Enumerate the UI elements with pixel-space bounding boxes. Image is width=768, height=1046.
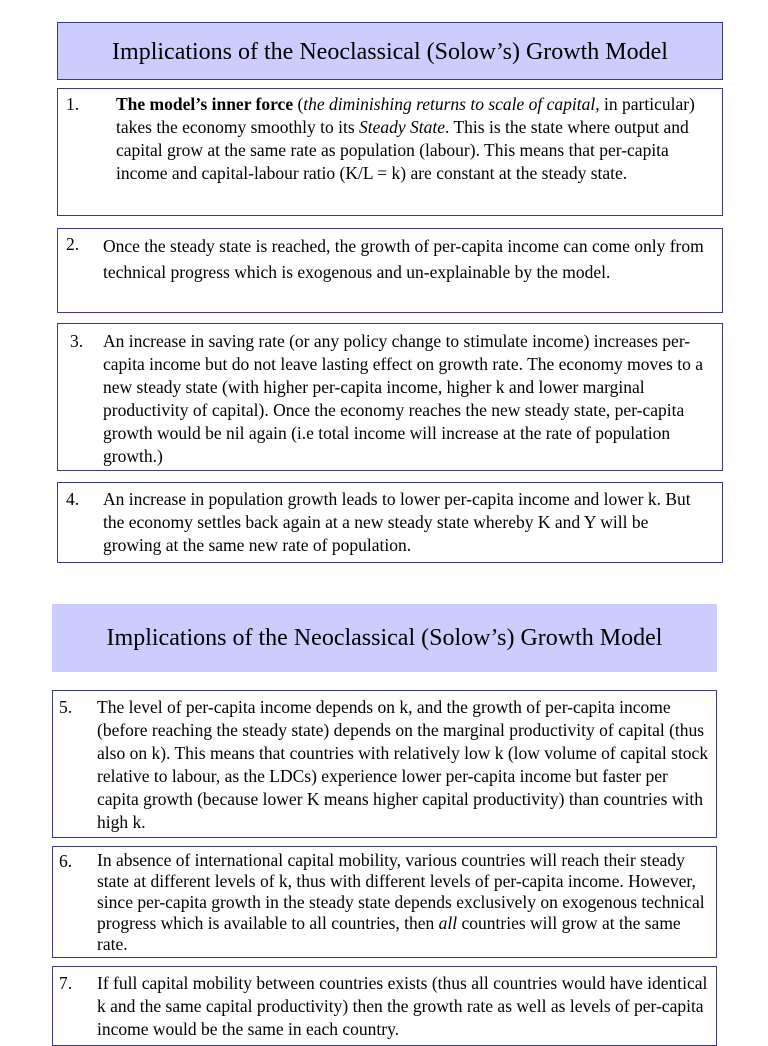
point-4-box <box>57 482 723 563</box>
point-text: If full capital mobility between countries exists (thus all countries would have identical k and the same capital productivity) then the growth rate as well as levels of per-capita income would be the same in each country. <box>97 973 708 1039</box>
slide2-title <box>52 604 717 672</box>
point-6-box <box>52 846 717 958</box>
point-2-box <box>57 228 723 313</box>
point-number: 6. <box>59 851 73 871</box>
point-text-part: , in particular) takes the economy smoothly to its <box>116 94 695 137</box>
point-number: 3. <box>70 331 84 351</box>
point-number: 1. <box>66 94 80 114</box>
point-italic: the diminishing returns to scale of capital <box>303 94 596 114</box>
point-number: 2. <box>66 234 80 254</box>
point-number: 4. <box>66 489 80 509</box>
point-text <box>116 93 706 185</box>
point-text: An increase in saving rate (or any policy change to stimulate income) increases per-capita income but do not leave lasting effect on growth rate. The economy moves to a new steady state (with higher per-capita income, higher k and lower marginal productivity of capital). Once the economy reaches the new steady state, per-capita growth would be nil again (i.e total income will increase at the rate of population growth.) <box>103 331 703 466</box>
point-text: An increase in population growth leads to lower per-capita income and lower k. But the economy settles back again at a new steady state whereby K and Y will be growing at the same new rate of population. <box>103 489 691 555</box>
point-italic: Steady State <box>359 117 446 137</box>
point-text-part: ( <box>293 94 304 114</box>
point-text <box>97 850 712 955</box>
point-3-box <box>57 323 723 471</box>
point-number: 5. <box>59 697 73 717</box>
point-7-box <box>52 966 717 1046</box>
slide2-title-text: Implications of the Neoclassical (Solow’s) Growth Model <box>106 625 663 651</box>
point-text: The level of per-capita income depends on k, and the growth of per-capita income (before reaching the steady state) depends on the marginal productivity of capital (thus also on k). This means that countries with relatively low k (low volume of capital stock relative to labour, as the LDCs) experience lower per-capita income but faster per capita growth (because lower K means higher capital productivity) than countries with high k. <box>97 697 709 832</box>
point-1-box <box>57 88 723 216</box>
point-text: Once the steady state is reached, the growth of per-capita income can come only from technical progress which is exogenous and un-explainable by the model. <box>103 236 704 282</box>
point-number: 7. <box>59 973 73 993</box>
point-bold-lead: The model’s inner force <box>116 94 294 114</box>
slide1-title <box>57 22 723 80</box>
point-text-part: countries will grow at the same rate. <box>97 913 681 954</box>
point-5-box <box>52 690 717 838</box>
point-text-part: In absence of international capital mobility, various countries will reach their steady state at different levels of k, thus with different levels of per-capita income. However, since per-capita growth in the steady state depends exclusively on exogenous technical progress which is available to all countries, then <box>97 850 705 933</box>
slide1-title-text: Implications of the Neoclassical (Solow’s) Growth Model <box>112 39 668 65</box>
point-italic: all <box>438 913 458 933</box>
point-text-part: . This is the state where output and capital grow at the same rate as population (labour). This means that per-capita income and capital-labour ratio (K/L = k) are constant at the steady state. <box>116 117 689 183</box>
